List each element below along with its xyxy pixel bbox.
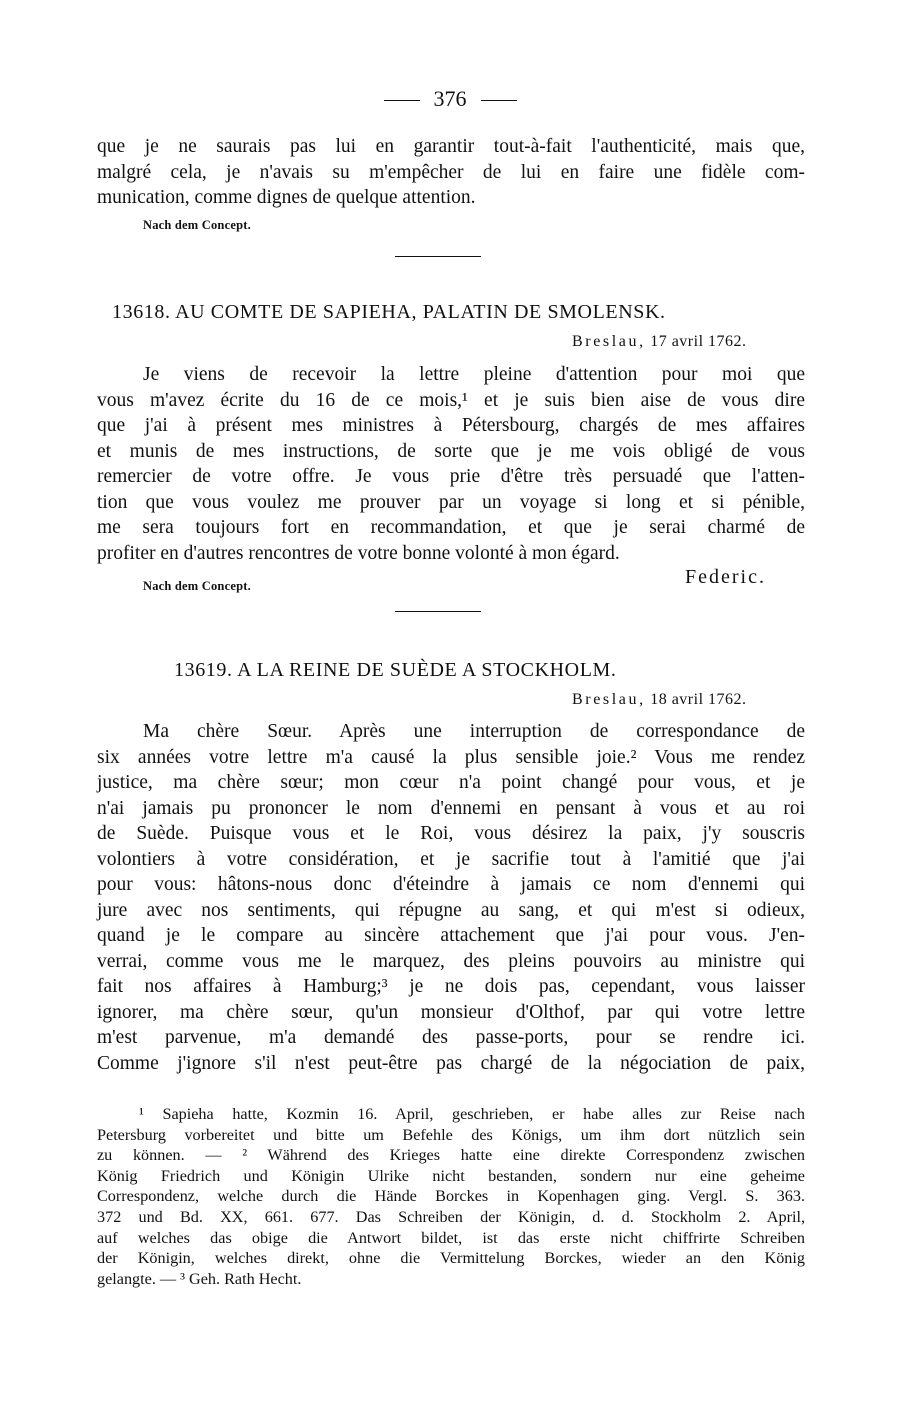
text-line: Ma chère Sœur. Après une interruption de correspondance de bbox=[143, 721, 805, 742]
dateline-place: Breslau, bbox=[572, 333, 646, 350]
footnote-line: ¹ Sapieha hatte, Kozmin 16. April, geschrieben, er habe alles zur Reise nach bbox=[139, 1105, 805, 1123]
text-line: munication, comme dignes de quelque attention. bbox=[97, 187, 476, 208]
dateline bbox=[572, 333, 747, 351]
text-line: volontiers à votre considération, et je sacrifie tout à l'amitié que j'ai bbox=[97, 848, 805, 870]
footnote-line: zu können. — ² Während des Krieges hatte eine direkte Correspondenz zwischen bbox=[97, 1146, 805, 1165]
dateline-place: Breslau, bbox=[572, 691, 646, 708]
page-number-text: 376 bbox=[433, 86, 467, 111]
text-line: n'ai jamais pu prononcer le nom d'ennemi en pensant à vous et au roi bbox=[97, 797, 805, 819]
footnote-line: Correspondenz, welche durch die Hände Borckes in Kopenhagen ging. Vergl. S. 363. bbox=[97, 1187, 805, 1206]
page-number-dash-left bbox=[384, 100, 420, 101]
text-line: me sera toujours fort en recommandation, et que je serai charmé de bbox=[97, 517, 805, 538]
letter-heading: 13618. AU COMTE DE SAPIEHA, PALATIN DE SMOLENSK. bbox=[112, 301, 666, 323]
text-line: vous m'avez écrite du 16 de ce mois,¹ et je suis bien aise de vous dire bbox=[97, 389, 805, 411]
letter-heading: 13619. A LA REINE DE SUÈDE A STOCKHOLM. bbox=[174, 659, 617, 681]
text-line: ignorer, ma chère sœur, qu'un monsieur d'Olthof, par qui votre lettre bbox=[97, 1001, 805, 1023]
intro-paragraph bbox=[97, 134, 805, 211]
text-line: quand je le compare au sincère attachement que j'ai pour vous. J'en- bbox=[97, 925, 805, 946]
text-line: de Suède. Puisque vous et le Roi, vous désirez la paix, j'y souscris bbox=[97, 823, 805, 844]
signature: Federic. bbox=[685, 566, 766, 588]
footnote-line: gelangte. — ³ Geh. Rath Hecht. bbox=[97, 1269, 302, 1288]
text-line: Comme j'ignore s'il n'est peut-être pas chargé de la négociation de paix, bbox=[97, 1052, 805, 1074]
footnote-line: 372 und Bd. XX, 661. 677. Das Schreiben der Königin, d. d. Stockholm 2. April, bbox=[97, 1207, 805, 1226]
text-line: remercier de votre offre. Je vous prie d'être très persuadé que l'atten- bbox=[97, 466, 805, 487]
footnote-line: der Königin, welches direkt, ohne die Vermittelung Borckes, wieder an den König bbox=[97, 1249, 805, 1268]
dateline-date: 17 avril 1762. bbox=[650, 333, 747, 350]
text-line: Je viens de recevoir la lettre pleine d'attention pour moi que bbox=[143, 364, 805, 385]
text-line: m'est parvenue, m'a demandé des passe-ports, pour se rendre ici. bbox=[97, 1027, 805, 1048]
dateline bbox=[572, 691, 747, 709]
text-line: tion que vous voulez me prouver par un voyage si long et si pénible, bbox=[97, 491, 805, 513]
text-line: pour vous: hâtons-nous donc d'éteindre à jamais ce nom d'ennemi qui bbox=[97, 874, 805, 895]
text-line: que j'ai à présent mes ministres à Pétersbourg, chargés de mes affaires bbox=[97, 415, 805, 436]
footnote-line: König Friedrich und Königin Ulrike nicht bestanden, sondern nur eine geheime bbox=[97, 1166, 805, 1185]
text-line: verrai, comme vous me le marquez, des pleins pouvoirs au ministre qui bbox=[97, 950, 805, 972]
letter-body bbox=[97, 362, 805, 566]
text-line: fait nos affaires à Hamburg;³ je ne dois pas, cependant, vous laisser bbox=[97, 976, 805, 997]
page-number bbox=[0, 86, 900, 112]
footnote-line: auf welches das obige die Antwort bildet, ist das erste nicht chiffrirte Schreiben bbox=[97, 1228, 805, 1247]
text-line: jure avec nos sentiments, qui répugne au sang, et qui m'est si odieux, bbox=[97, 899, 805, 921]
page-number-dash-right bbox=[481, 100, 517, 101]
source-note: Nach dem Concept. bbox=[143, 218, 251, 232]
letter-body bbox=[97, 719, 805, 1076]
section-divider bbox=[395, 256, 481, 257]
text-line: et munis de mes instructions, de sorte que je me vois obligé de vous bbox=[97, 440, 805, 462]
text-line: justice, ma chère sœur; mon cœur n'a point changé pour vous, et je bbox=[97, 772, 805, 793]
dateline-date: 18 avril 1762. bbox=[650, 691, 747, 708]
footnotes bbox=[97, 1104, 805, 1289]
text-line: malgré cela, je n'avais su m'empêcher de lui en faire une fidèle com- bbox=[97, 161, 805, 183]
footnote-line: Petersburg vorbereitet und bitte um Befehle des Königs, um ihm dort nützlich sein bbox=[97, 1125, 805, 1144]
text-line: que je ne saurais pas lui en garantir tout-à-fait l'authenticité, mais que, bbox=[97, 136, 805, 157]
text-line: profiter en d'autres rencontres de votre bonne volonté à mon égard. bbox=[97, 542, 620, 564]
source-note: Nach dem Concept. bbox=[143, 579, 251, 593]
section-divider bbox=[395, 611, 481, 612]
text-line: six années votre lettre m'a causé la plus sensible joie.² Vous me rendez bbox=[97, 746, 805, 768]
